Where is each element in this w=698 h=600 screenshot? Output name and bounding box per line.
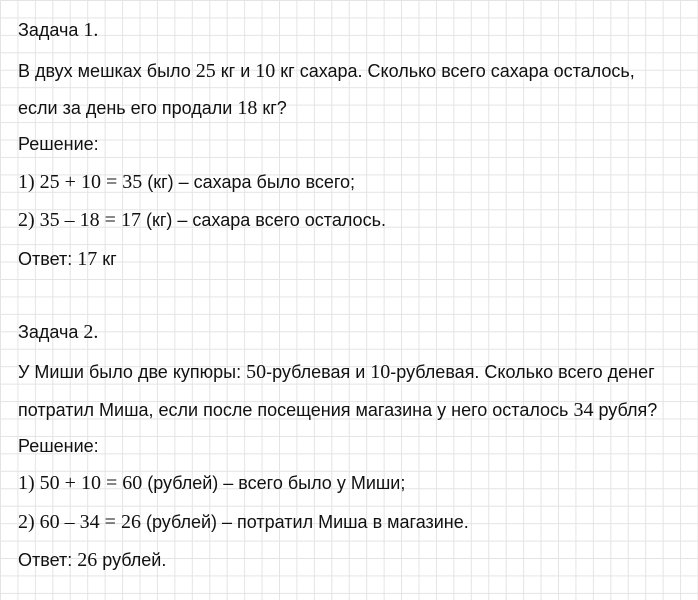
task2-answer bbox=[18, 549, 166, 571]
task1-problem-text-e: кг? bbox=[257, 98, 287, 118]
task2-step2-expression: 2) 60 – 34 = 26 bbox=[18, 511, 141, 533]
task2-problem-text-c: -рублевая. Сколько всего денег bbox=[390, 362, 655, 382]
task2-step1 bbox=[18, 472, 405, 494]
task2-problem-num-c: 34 bbox=[573, 399, 594, 421]
task1-problem-text-b: кг и bbox=[215, 61, 256, 81]
task2-problem-num-b: 10 bbox=[370, 361, 391, 383]
task1-step1-expression: 1) 25 + 10 = 35 bbox=[18, 171, 143, 193]
task1-step1-text: (кг) – сахара было всего; bbox=[142, 172, 356, 192]
task1-answer-label: Ответ: bbox=[18, 249, 78, 269]
task1-answer bbox=[18, 248, 117, 270]
task1-problem-text-a: В двух мешках было bbox=[18, 61, 196, 81]
task2-problem-text-e: рубля? bbox=[593, 400, 658, 420]
task2-problem-text-b: -рублевая и bbox=[266, 362, 371, 382]
task2-answer-number: 26 bbox=[77, 549, 98, 571]
task2-step1-expression: 1) 50 + 10 = 60 bbox=[18, 472, 143, 494]
task1-problem-text-c: кг сахара. Сколько всего сахара осталось, bbox=[275, 61, 635, 81]
task1-title-number: 1. bbox=[83, 19, 99, 41]
task1-step2 bbox=[18, 209, 386, 231]
task2-title bbox=[18, 321, 98, 343]
task2-step2-text: (рублей) – потратил Миша в магазине. bbox=[140, 512, 469, 532]
task2-step2 bbox=[18, 511, 469, 533]
task1-problem-text-d: если за день его продали bbox=[18, 98, 238, 118]
task1-step2-expression: 2) 35 – 18 = 17 bbox=[18, 209, 141, 231]
task1-title bbox=[18, 19, 98, 41]
task2-problem-num-a: 50 bbox=[246, 361, 267, 383]
task1-problem-num-a: 25 bbox=[195, 60, 216, 82]
task1-problem-num-c: 18 bbox=[237, 97, 258, 119]
task2-problem-text-a: У Миши было две купюры: bbox=[18, 362, 247, 382]
task1-problem-line2 bbox=[18, 97, 287, 119]
task2-answer-label: Ответ: bbox=[18, 550, 78, 570]
task2-solution-label: Решение: bbox=[18, 436, 99, 456]
task2-title-number: 2. bbox=[83, 321, 99, 343]
task1-answer-unit: кг bbox=[97, 249, 117, 269]
task2-answer-unit: рублей. bbox=[97, 550, 167, 570]
task1-step1 bbox=[18, 171, 355, 193]
task1-problem-num-b: 10 bbox=[255, 60, 276, 82]
task1-answer-number: 17 bbox=[77, 248, 98, 270]
task2-problem-text-d: потратил Миша, если после посещения магазина у него осталось bbox=[18, 400, 574, 420]
task2-problem-line1 bbox=[18, 361, 655, 383]
task2-step1-text: (рублей) – всего было у Миши; bbox=[142, 473, 406, 493]
task1-solution-label: Решение: bbox=[18, 134, 99, 154]
task1-step2-text: (кг) – сахара всего осталось. bbox=[140, 210, 386, 230]
task1-title-word: Задача bbox=[18, 20, 79, 40]
task2-problem-line2 bbox=[18, 399, 657, 421]
task1-problem-line1 bbox=[18, 60, 635, 82]
task2-title-word: Задача bbox=[18, 322, 79, 342]
